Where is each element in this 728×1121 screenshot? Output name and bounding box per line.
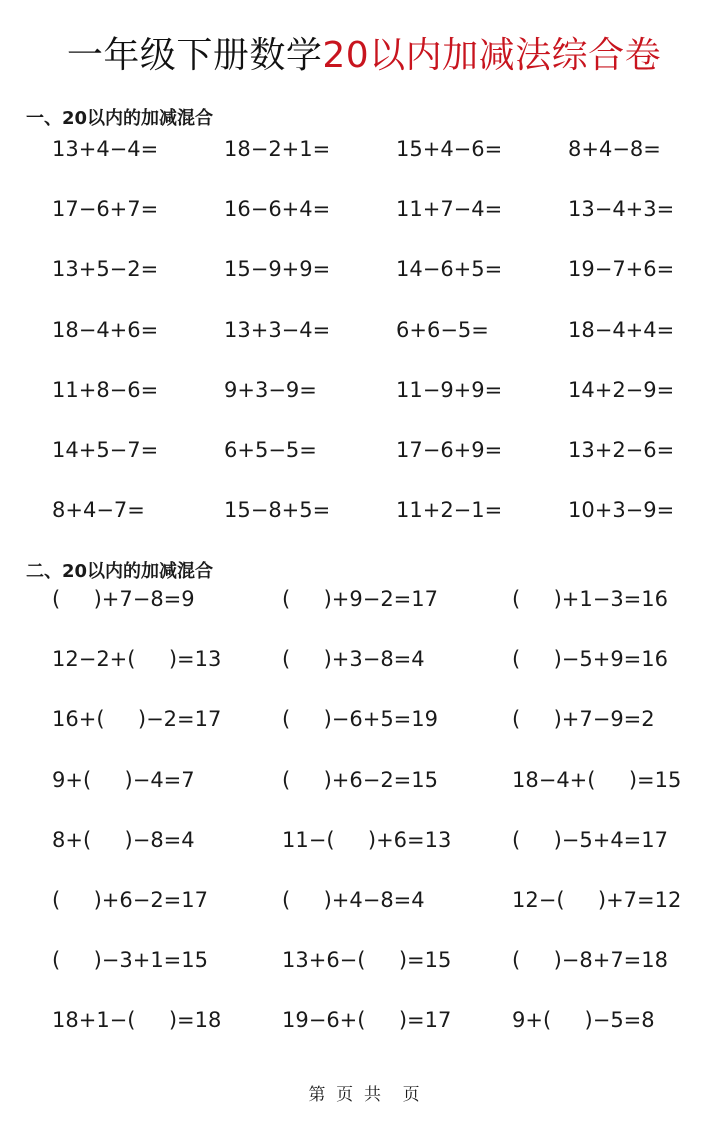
section-2-problem: ( )−5+4=17 [512,827,668,852]
section-1-problem: 11+8−6= [52,377,159,402]
section-2-problem: ( )+6−2=15 [282,767,438,792]
title-topic-text: 20以内加减法综合卷 [322,35,662,76]
section-2-problem: ( )+3−8=4 [282,647,425,672]
section-1-problem: 11+7−4= [396,197,503,222]
section-2-problem: 12−2+( )=13 [52,647,222,672]
section-2-problem: ( )+7−9=2 [512,707,655,732]
section-2-problem: 9+( )−5=8 [512,1008,655,1033]
section-1-problem: 16−6+4= [224,197,331,222]
section-2-problem: 9+( )−4=7 [52,767,195,792]
section-1-problem: 18−4+6= [52,317,159,342]
section-2-problem: ( )−6+5=19 [282,707,438,732]
section-2-problem: 13+6−( )=15 [282,948,452,973]
section-1-problem: 17−6+9= [396,437,503,462]
section-1-problem: 8+4−7= [52,498,145,523]
section-1-problem: 18−2+1= [224,137,331,161]
section-1-problem: 19−7+6= [568,257,675,282]
section-2-problem: ( )−3+1=15 [52,948,208,973]
title-grade-text: 一年级下册数学 [66,35,323,76]
section-2-problem: 8+( )−8=4 [52,827,195,852]
section-2-problem: 16+( )−2=17 [52,707,222,732]
section-1-problem: 6+6−5= [396,317,489,342]
section-1-problem: 14−6+5= [396,257,503,282]
section-1-problem: 15−9+9= [224,257,331,282]
page-title [0,34,728,78]
section-2-heading: 二、20以内的加减混合 [26,561,214,582]
section-1-problem: 17−6+7= [52,197,159,222]
section-1-problem: 13−4+3= [568,197,675,222]
section-1-problem: 13+3−4= [224,317,331,342]
section-2-problem-grid [52,580,722,1062]
section-1-problem: 13+4−4= [52,137,159,161]
section-2-problem: ( )+7−8=9 [52,587,195,611]
section-1-problem: 15−8+5= [224,498,331,523]
section-1-problem: 11+2−1= [396,498,503,523]
section-2-problem: ( )+6−2=17 [52,887,208,912]
section-2-problem: ( )+9−2=17 [282,587,438,611]
section-1-problem: 18−4+4= [568,317,675,342]
section-2-problem: 18+1−( )=18 [52,1008,222,1033]
section-1-problem: 13+5−2= [52,257,159,282]
section-1-problem: 10+3−9= [568,498,675,523]
page-footer: 第 页 共 页 [308,1085,420,1105]
section-1-problem-grid [52,130,728,551]
section-1-problem: 6+5−5= [224,437,317,462]
section-2-problem: ( )−8+7=18 [512,948,668,973]
section-2-problem: 11−( )+6=13 [282,827,452,852]
section-1-problem: 9+3−9= [224,377,317,402]
section-2-problem: ( )+4−8=4 [282,887,425,912]
section-2-problem: 19−6+( )=17 [282,1008,452,1033]
section-1-problem: 14+2−9= [568,377,675,402]
section-1-problem: 13+2−6= [568,437,675,462]
section-2-problem: ( )+1−3=16 [512,587,668,611]
section-2-problem: 12−( )+7=12 [512,887,682,912]
section-1-problem: 14+5−7= [52,437,159,462]
section-1-problem: 11−9+9= [396,377,503,402]
section-1-problem: 15+4−6= [396,137,503,161]
section-1-heading: 一、20以内的加减混合 [26,108,214,129]
section-2-problem: 18−4+( )=15 [512,767,682,792]
section-1-problem: 8+4−8= [568,137,661,161]
section-2-problem: ( )−5+9=16 [512,647,668,672]
